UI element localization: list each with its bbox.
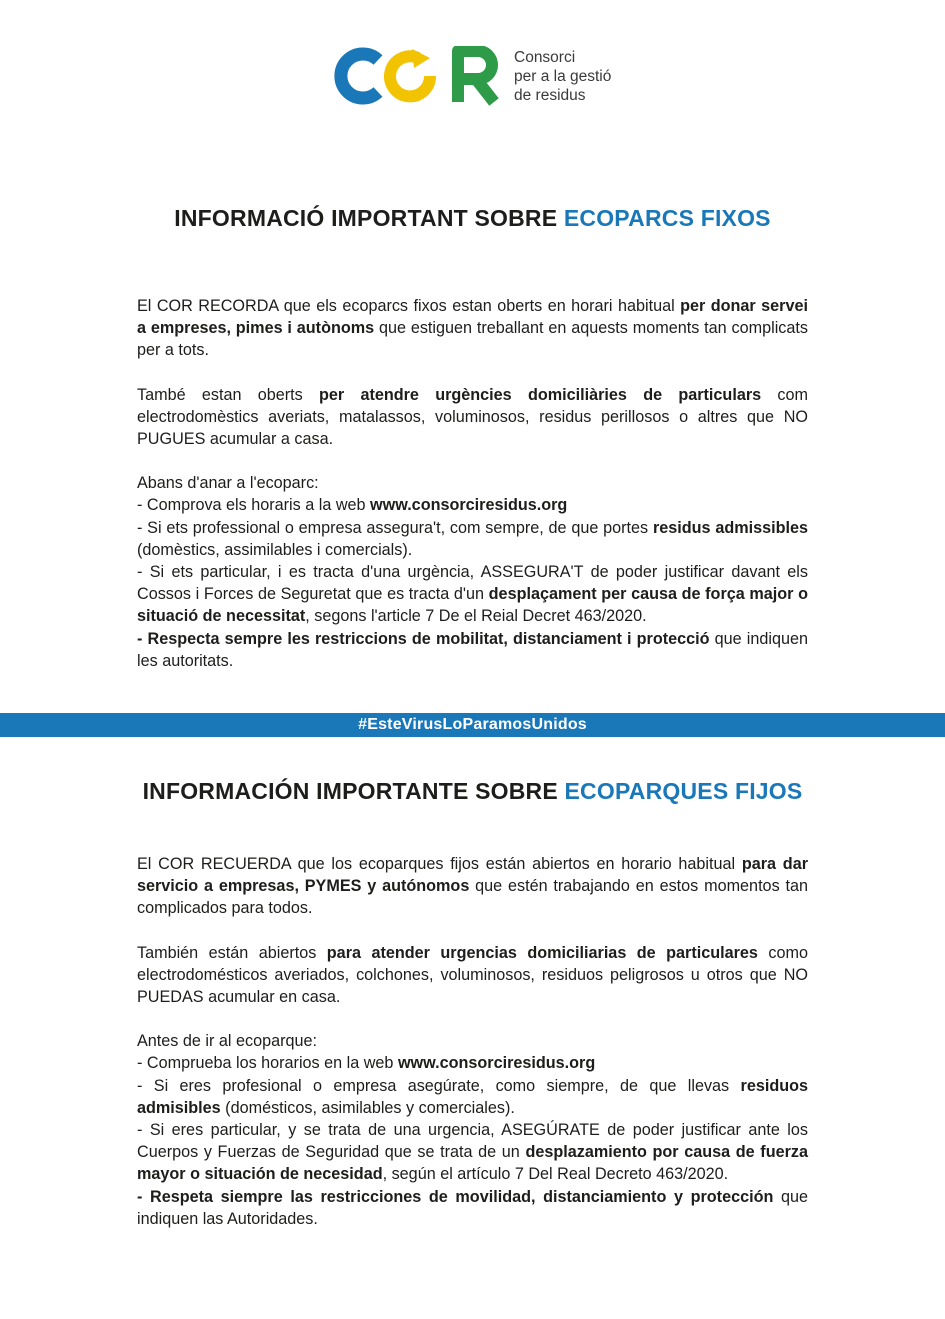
spanish-heading-main: INFORMACIÓN IMPORTANTE SOBRE bbox=[142, 778, 558, 804]
spanish-b2-text: - Si eres profesional o empresa asegúrate, como siempre, de que llevas bbox=[137, 1076, 741, 1095]
catalan-bullet-3 bbox=[137, 561, 808, 628]
spanish-heading-accent: ECOPARQUES FIJOS bbox=[564, 778, 803, 804]
catalan-b2-text-end: (domèstics, assimilables i comercials). bbox=[137, 540, 413, 559]
catalan-body bbox=[137, 295, 808, 672]
cor-logo bbox=[330, 46, 611, 106]
spanish-heading bbox=[0, 778, 945, 805]
catalan-p2-text-end: com electrodomèstics averiats, matalassos, voluminosos, residus perillosos o altres que NO PUGUES acumular a casa. bbox=[137, 385, 808, 449]
catalan-b3-text-end: , segons l'article 7 De el Reial Decret 463/2020. bbox=[305, 607, 647, 626]
spanish-intro: Antes de ir al ecoparque: bbox=[137, 1032, 317, 1051]
hashtag-banner: #EsteVirusLoParamosUnidos bbox=[0, 713, 945, 737]
catalan-website-link[interactable]: www.consorciresidus.org bbox=[370, 496, 568, 515]
spanish-body bbox=[137, 853, 808, 1230]
catalan-p1-text: El COR RECORDA que els ecoparcs fixos estan oberts en horari habitual bbox=[137, 297, 681, 315]
catalan-heading-accent: ECOPARCS FIXOS bbox=[563, 205, 771, 231]
catalan-b3-bold: desplaçament per causa de força major o situació de necessitat bbox=[137, 585, 808, 626]
logo-line-2: per a la gestió bbox=[514, 67, 612, 85]
catalan-b4-bold: - Respecta sempre les restriccions de mobilitat, distanciament i protecció bbox=[137, 629, 710, 648]
logo-line-1: Consorci bbox=[514, 48, 576, 66]
cor-wordmark-logo bbox=[330, 46, 502, 106]
catalan-heading-main: INFORMACIÓ IMPORTANT SOBRE bbox=[174, 205, 558, 231]
catalan-bullet-1 bbox=[137, 494, 808, 516]
logo-line-3: de residus bbox=[514, 86, 586, 104]
spanish-b3-text-end: , según el artículo 7 Del Real Decreto 463/2020. bbox=[382, 1165, 729, 1184]
spanish-p1-bold: para dar servicio a empresas, PYMES y autónomos bbox=[137, 855, 808, 896]
catalan-p1-bold: per donar servei a empreses, pimes i autònoms bbox=[137, 297, 808, 338]
spanish-b2-bold: residuos admisibles bbox=[137, 1076, 808, 1117]
spanish-p2-text: También están abiertos bbox=[137, 943, 327, 962]
spanish-paragraph-1 bbox=[137, 853, 808, 920]
catalan-bullet-4 bbox=[137, 628, 808, 672]
logo-subtitle bbox=[514, 48, 611, 105]
spanish-b2-text-end: (domésticos, asimilables y comerciales). bbox=[220, 1098, 515, 1117]
catalan-paragraph-1 bbox=[137, 295, 808, 362]
spanish-bullet-2 bbox=[137, 1075, 808, 1119]
spanish-p1-text-end: que estén trabajando en estos momentos tan complicados para todos. bbox=[137, 877, 808, 918]
spanish-p2-bold: para atender urgencias domiciliarias de particulares bbox=[326, 943, 758, 962]
spanish-p2-text-end: como electrodomésticos averiados, colchones, voluminosos, residuos peligrosos u otros que NO PUEDAS acumular en casa. bbox=[137, 943, 808, 1007]
catalan-p2-bold: per atendre urgències domiciliàries de particulars bbox=[319, 385, 762, 404]
spanish-paragraph-2 bbox=[137, 942, 808, 1009]
catalan-p2-text: També estan oberts bbox=[137, 385, 319, 404]
catalan-bullet-2 bbox=[137, 517, 808, 561]
spanish-b4-bold: - Respeta siempre las restricciones de movilidad, distanciamiento y protección bbox=[137, 1187, 774, 1206]
catalan-paragraph-2 bbox=[137, 384, 808, 451]
catalan-b3-text: - Si ets particular, i es tracta d'una urgència, ASSEGURA'T de poder justificar davant els Cossos i Forces de Seguretat que es tracta d'un bbox=[137, 563, 808, 604]
catalan-b1-text: - Comprova els horaris a la web bbox=[137, 496, 371, 515]
catalan-b4-text: que indiquen les autoritats. bbox=[137, 629, 808, 670]
spanish-p1-text: El COR RECUERDA que los ecoparques fijos están abiertos en horario habitual bbox=[137, 855, 742, 873]
spanish-bullet-1 bbox=[137, 1052, 808, 1074]
catalan-heading bbox=[0, 205, 945, 232]
catalan-intro: Abans d'anar a l'ecoparc: bbox=[137, 474, 319, 493]
spanish-b4-text: que indiquen las Autoridades. bbox=[137, 1187, 808, 1228]
spanish-bullet-3 bbox=[137, 1119, 808, 1186]
catalan-p1-text-end: que estiguen treballant en aquests moments tan complicats per a tots. bbox=[137, 319, 808, 360]
catalan-b2-bold: residus admissibles bbox=[652, 518, 808, 537]
spanish-b3-text: - Si eres particular, y se trata de una urgencia, ASEGÚRATE de poder justificar ante los Cuerpos y Fuerzas de Seguridad que se trata de un bbox=[137, 1121, 808, 1162]
spanish-b1-text: - Comprueba los horarios en la web bbox=[137, 1054, 398, 1073]
spanish-b3-bold: desplazamiento por causa de fuerza mayor o situación de necesidad bbox=[137, 1143, 808, 1184]
catalan-b2-text: - Si ets professional o empresa assegura't, com sempre, de que portes bbox=[137, 518, 653, 537]
spanish-website-link[interactable]: www.consorciresidus.org bbox=[397, 1054, 596, 1073]
spanish-bullet-4 bbox=[137, 1186, 808, 1230]
